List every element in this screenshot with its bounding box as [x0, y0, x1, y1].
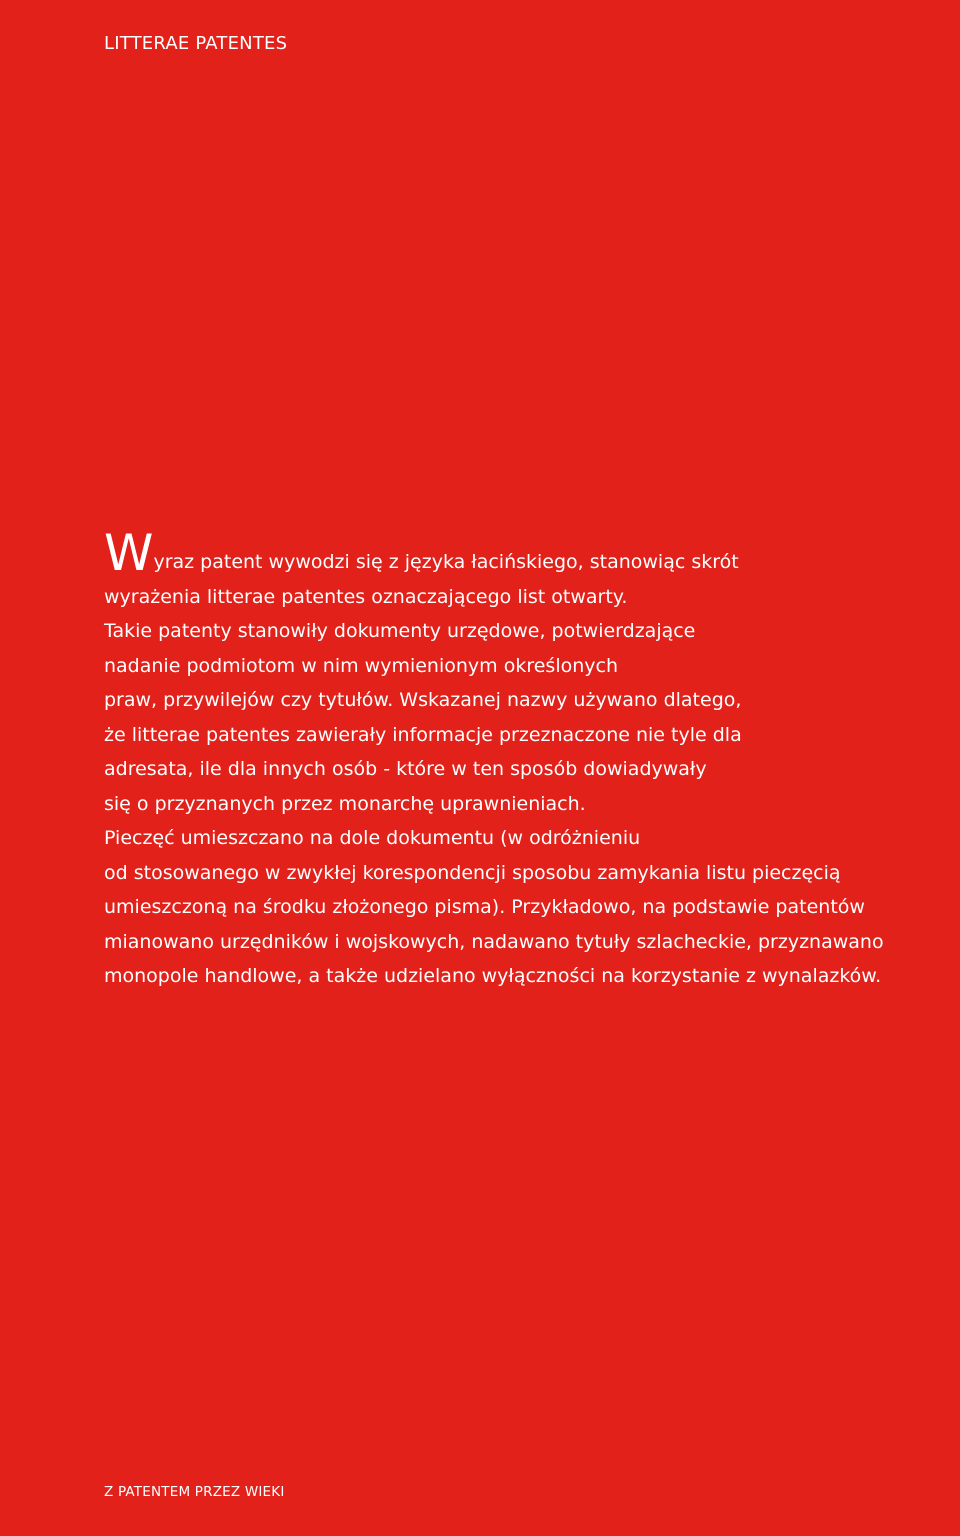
- article-line-first: [104, 524, 956, 582]
- article-line: adresata, ile dla innych osób - które w ten sposób dowiadywały: [104, 758, 707, 780]
- article-line: nadanie podmiotom w nim wymienionym określonych: [104, 654, 618, 677]
- article-line: się o przyznanych przez monarchę uprawnieniach.: [104, 792, 586, 815]
- article-line: praw, przywilejów czy tytułów. Wskazanej nazwy używano dlatego,: [104, 689, 742, 711]
- article-line: monopole handlowe, a także udzielano wyłączności na korzystanie z wynalazków.: [104, 965, 882, 987]
- drop-cap: W: [104, 524, 154, 582]
- article-body: [104, 524, 956, 994]
- article-line: że litterae patentes zawierały informacje przeznaczone nie tyle dla: [104, 723, 742, 746]
- article-line: Pieczęć umieszczano na dole dokumentu (w odróżnieniu: [104, 827, 641, 849]
- article-line: umieszczoną na środku złożonego pisma). Przykładowo, na podstawie patentów: [104, 896, 865, 918]
- page-header-title: LITTERAE PATENTES: [104, 33, 288, 54]
- article-line: wyrażenia litterae patentes oznaczającego list otwarty.: [104, 585, 628, 608]
- page-footer-title: Z PATENTEM PRZEZ WIEKI: [104, 1484, 285, 1500]
- article-line: mianowano urzędników i wojskowych, nadawano tytuły szlacheckie, przyznawano: [104, 930, 884, 953]
- first-line-text: yraz patent wywodzi się z języka łacińskiego, stanowiąc skrót: [153, 551, 739, 573]
- article-line: Takie patenty stanowiły dokumenty urzędowe, potwierdzające: [104, 620, 696, 642]
- article-line: od stosowanego w zwykłej korespondencji sposobu zamykania listu pieczęcią: [104, 861, 841, 884]
